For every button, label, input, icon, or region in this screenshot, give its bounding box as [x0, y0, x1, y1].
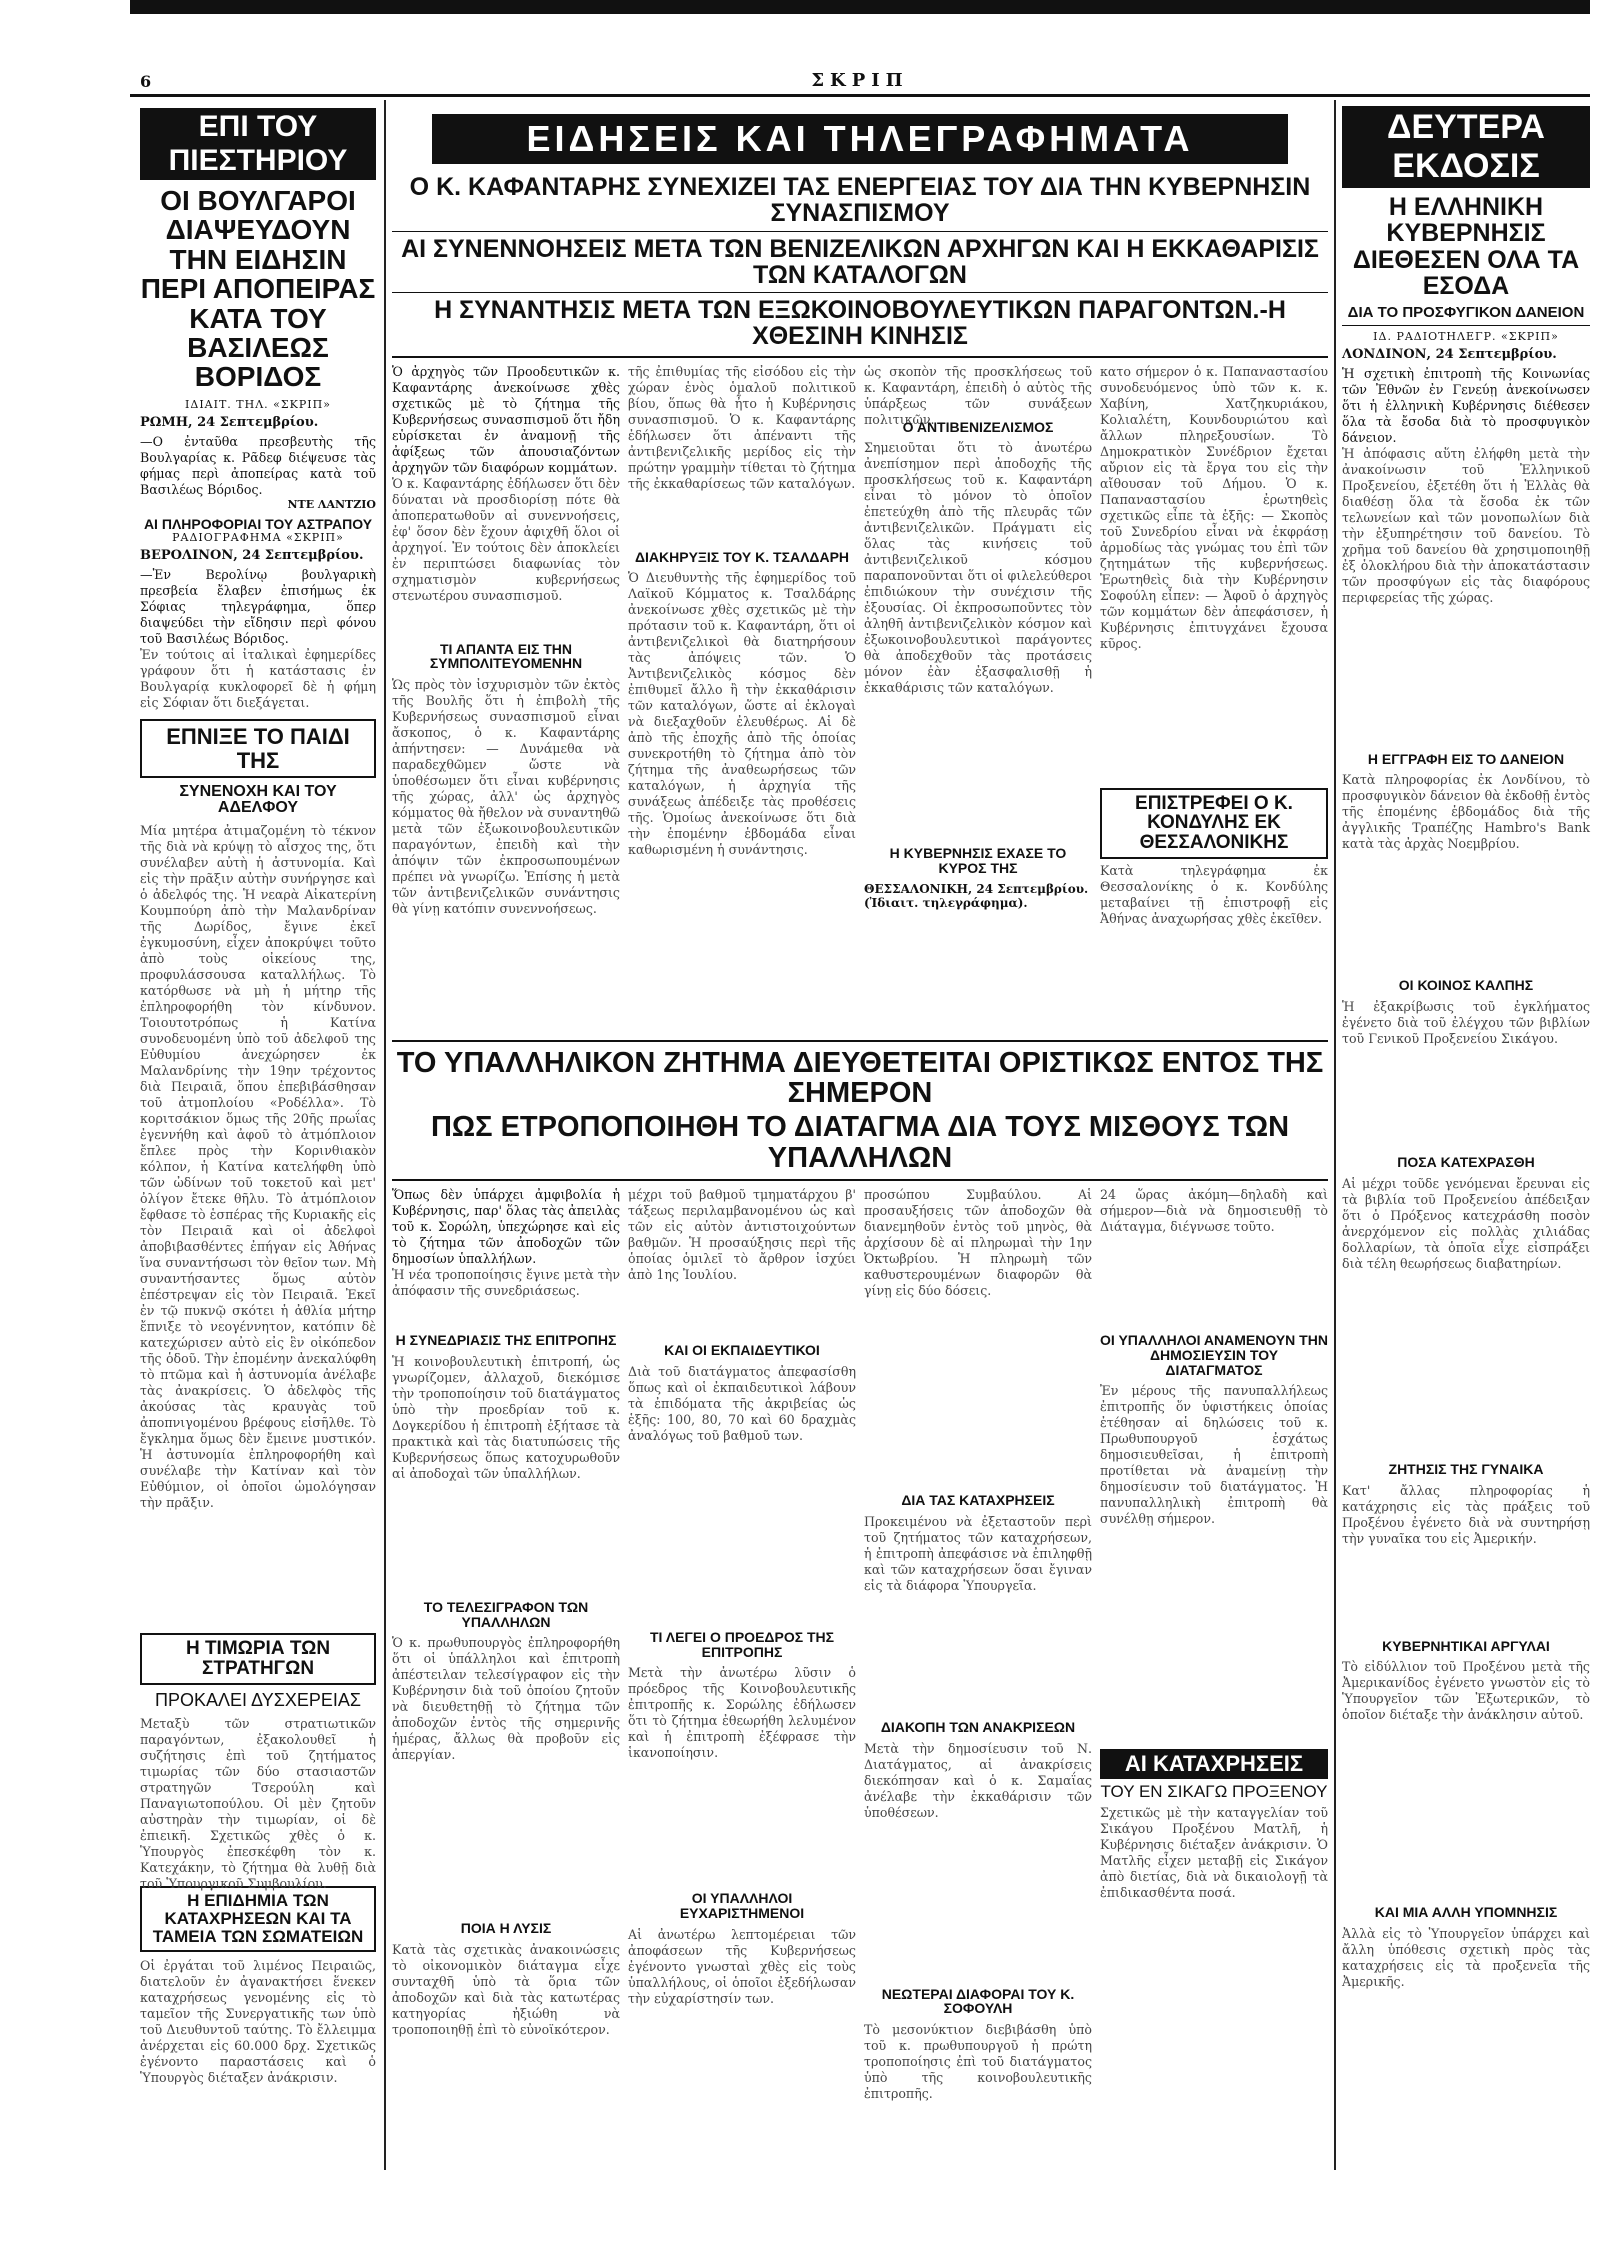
column-rule: [1334, 100, 1336, 2170]
news-column: [864, 364, 1092, 1034]
article-body: Κατ' ἄλλας πληροφορίας ἡ κατάχρησις εἰς τὰς πράξεις τοῦ Προξένου ἐγένετο διὰ νὰ συντηρήσῃ τὴν γυναῖκα του εἰς Ἀμερικήν.: [1342, 1482, 1590, 1546]
headline-box: [140, 719, 376, 777]
subheading: ΚΑΙ ΟΙ ΕΚΠΑΙΔΕΥΤΙΚΟΙ: [664, 1342, 820, 1359]
credit-line: ΙΔΙΑΙΤ. ΤΗΛ. «ΣΚΡΙΠ»: [185, 397, 331, 411]
subheading: Ο ΑΝΤΙΒΕΝΙΖΕΛΙΣΜΟΣ: [902, 418, 1054, 435]
lead-text: Ὁ ἀρχηγὸς τῶν Προοδευτικῶν κ. Καφαντάρης ἀνεκοίνωσε χθὲς σχετικῶς μὲ τὸ ζήτημα τῆς Κυβερνήσεως συνασπισμοῦ ὅτι ἤδη εὑρίσκεται ἐν ἀναμονῇ τῆς ἀφίξεως τῶν ἀπουσιαζόντων ἀρχηγῶν τῶν διαφόρων κομμάτων.: [392, 363, 620, 475]
column-rule: [384, 100, 386, 2170]
divider: [392, 1179, 1328, 1181]
article-body: προσώπου Συμβαύλου. Αἱ προσαυξήσεις τῶν ἀποδοχῶν θὰ διανεμηθοῦν ἐντὸς τοῦ μηνὸς, θὰ ἀρχίσουν δὲ αἱ πληρωμαὶ τὴν 1ην Ὀκτωβρίου. Ἡ πληρωμὴ τῶν καθυστερουμένων διαφορῶν θὰ γίνῃ εἰς δύο δόσεις.: [864, 1187, 1092, 1299]
dateline: ΡΩΜΗ, 24 Σεπτεμβρίου.: [140, 414, 319, 430]
article-body: Ἡ κοινοβουλευτικὴ ἐπιτροπή, ὡς γνωρίζομεν, ἀλλαχοῦ, διεκόμισε τὴν τροποποίησιν τοῦ διατάγματος ὑπὸ τὴν προεδρίαν τοῦ κ. Δογκερίδου ἡ ἐπιτροπὴ ἐξήτασε τὰ πρακτικὰ καὶ τὰς διατυπώσεις τῆς Κυβερνήσεως ὅπως κατοχυρωθοῦν αἱ ἀποδοχαὶ τῶν ὑπαλλήλων.: [392, 1353, 620, 1481]
article-body: Αἱ μέχρι τοῦδε γενόμεναι ἔρευναι εἰς τὰ βιβλία τοῦ Προξενείου ἀπέδειξαν ὅτι ὁ Πρόξενος κατεχράσθη ποσὸν ἀνερχόμενον εἰς πολλὰς χιλιάδας δολλαρίων, τὰ ὁποῖα εἶχε εἰσπράξει διὰ τέλη θεωρήσεως διαβατηρίων.: [1342, 1175, 1590, 1271]
headline: Ο Κ. ΚΑΦΑΝΤΑΡΗΣ ΣΥΝΕΧΙΖΕΙ ΤΑΣ ΕΝΕΡΓΕΙΑΣ ΤΟΥ ΔΙΑ ΤΗΝ ΚΥΒΕΡΝΗΣΙΝ ΣΥΝΑΣΠΙΣΜΟΥ: [409, 173, 1311, 228]
dateline: ΒΕΡΟΛΙΝΟΝ, 24 Σεπτεμβρίου.: [140, 548, 364, 564]
left-column: [140, 100, 376, 2128]
headline: ΠΩΣ ΕΤΡΟΠΟΠΟΙΗΘΗ ΤΟ ΔΙΑΤΑΓΜΑ ΔΙΑ ΤΟΥΣ ΜΙΣΘΟΥΣ ΤΩΝ ΥΠΑΛΛΗΛΩΝ: [430, 1111, 1290, 1174]
section-banner: ΕΙΔΗΣΕΙΣ ΚΑΙ ΤΗΛΕΓΡΑΦΗΜΑΤΑ: [432, 114, 1288, 164]
headline-box: [1100, 788, 1328, 860]
headline-banner: ΑΙ ΚΑΤΑΧΡΗΣΕΙΣ: [1100, 1749, 1328, 1779]
article-body: Ὁ Διευθυντὴς τῆς ἐφημερίδος τοῦ Λαϊκοῦ Κόμματος κ. Τσαλδάρης ἀνεκοίνωσε χθὲς σχετικῶς μὲ τὴν πρότασιν τοῦ κ. Καφαντάρη, ὅτι οἱ ἀντιβενιζελικοὶ θὰ διατηρήσουν τὰς ἀπόψεις τῶν. Ὁ Ἀντιβενιζελικὸς κόσμος δὲν ἐπιθυμεῖ ἄλλο ἢ τὴν ἐκκαθάρισιν τῶν καταλόγων, ὥστε αἱ ἐκλογαὶ νὰ διεξαχθοῦν ἐλευθέρως. Αἱ δὲ ἀπὸ τῆς ἐποχῆς ἀπὸ τῆς ὁποίας συνεκροτήθη τὸ ζήτημα ἀπὸ τὸν ζήτημα τῆς ἀναθεωρήσεως τῶν καταλόγων, ἡ ἀρχηγία τῆς συνάξεως ἀπέδειξε τὰς προθέσεις τῆς. Ὁμοίως ἀνεκοίνωσε ὅτι διὰ τὴν ἑπομένην ἑβδομάδα εἶναι καθωρισμένη ἡ συνάντησις.: [628, 570, 856, 858]
headline: Η ΕΠΙΔΗΜΙΑ ΤΩΝ ΚΑΤΑΧΡΗΣΕΩΝ ΚΑΙ ΤΑ ΤΑΜΕΙΑ ΤΩΝ ΣΩΜΑΤΕΙΩΝ: [152, 1890, 364, 1946]
news-column: [628, 1187, 856, 2217]
headline: ΑΙ ΣΥΝΕΝΝΟΗΣΕΙΣ ΜΕΤΑ ΤΩΝ ΒΕΝΙΖΕΛΙΚΩΝ ΑΡΧΗΓΩΝ ΚΑΙ Η ΕΚΚΑΘΑΡΙΣΙΣ ΤΩΝ ΚΑΤΑΛΟΓΩΝ: [401, 234, 1319, 289]
headline: Η ΤΙΜΩΡΙΑ ΤΩΝ ΣΤΡΑΤΗΓΩΝ: [185, 1638, 331, 1680]
subheading: ΤΟΥ ΕΝ ΣΙΚΑΓΩ ΠΡΟΞΕΝΟΥ: [1100, 1782, 1328, 1802]
article-body: Σημειοῦται ὅτι τὸ ἀνωτέρω ἀνεπίσημον περὶ ἀποδοχῆς τῆς προσκλήσεως τοῦ κ. Καφαντάρη εἶναι τὸ μόνον τὸ ὁποῖον ἐπετεύχθη ἀπὸ τῆς πλευρᾶς τῶν ἀντιβενιζελικῶν. Πράγματι εἰς ὅλας τὰς κινήσεις τοῦ ἀντιβενιζελικοῦ κόσμου παραπονοῦνται ὅτι οἱ φιλελεύθεροι ἐπιδιώκουν τὴν συνέχισιν τῆς ἐξουσίας. Οἱ ἐκπροσωποῦντες τὸν ἀληθῆ ἀντιβενιζελικὸν κόσμον καὶ ἐξωκοινοβουλευτικοὶ παράγοντες θὰ ἀποδεχθοῦν τὰς προτάσεις μόνον ἐὰν ἐξασφαλισθῇ ἡ ἐκκαθάρισις τῶν καταλόγων.: [864, 440, 1092, 696]
headline: Η ΣΥΝΑΝΤΗΣΙΣ ΜΕΤΑ ΤΩΝ ΕΞΩΚΟΙΝΟΒΟΥΛΕΥΤΙΚΩΝ ΠΑΡΑΓΟΝΤΩΝ.-Η ΧΘΕΣΙΝΗ ΚΙΝΗΣΙΣ: [434, 296, 1286, 351]
article-text: Ἡ σχετικὴ ἐπιτροπὴ τῆς Κοινωνίας τῶν Ἐθνῶν ἐν Γενεύῃ ἀνεκοίνωσεν ὅτι ἡ ἑλληνικὴ Κυβέρνησις διέθεσεν ὅλα τὰ ἔσοδα διὰ τὸ προσφυγικὸν δάνειον.: [1342, 365, 1590, 445]
article-body: Μετὰ τὴν ἀνωτέρω λῦσιν ὁ πρόεδρος τῆς Κοινοβουλευτικῆς ἐπιτροπῆς κ. Σορώλης ἐδήλωσεν ὅτι τὸ ζήτημα ἐθεωρήθη λελυμένον καὶ ἡ ἐπιτροπὴ ἐξέφρασε τὴν ἱκανοποίησιν.: [628, 1665, 856, 1761]
headline-box: [140, 1886, 376, 1952]
divider: [1342, 325, 1590, 326]
dateline: ΛΟΝΔΙΝΟΝ, 24 Σεπτεμβρίου.: [1342, 346, 1557, 362]
subheading: ΟΙ ΚΟΙΝΟΣ ΚΑΛΠΗΣ: [1398, 977, 1534, 994]
article-text: —Ο ἐνταῦθα πρεσβευτὴς τῆς Βουλγαρίας κ. Ρᾶδεφ διέψευσε τὰς φήμας περὶ ἀποπείρας κατὰ τοῦ Βασιλέως Βόριδος.: [140, 433, 376, 497]
article-body: Τὸ μεσονύκτιον διεβιβάσθη ὑπὸ τοῦ κ. πρωθυπουργοῦ ἡ πρώτη τροποποίησις ἐπὶ τοῦ διατάγματος ὑπὸ τῆς κοινοβουλευτικῆς ἐπιτροπῆς.: [864, 2022, 1092, 2101]
subheading: ΔΙΑΚΗΡΥΞΙΣ ΤΟΥ Κ. ΤΣΑΛΔΑΡΗ: [634, 548, 850, 565]
subheading: Η ΚΥΒΕΡΝΗΣΙΣ ΕΧΑΣΕ ΤΟ ΚΥΡΟΣ ΤΗΣ: [889, 845, 1067, 876]
news-column: [864, 1187, 1092, 2217]
subheading: ΠΟΙΑ Η ΛΥΣΙΣ: [460, 1920, 552, 1937]
page-number: 6: [140, 72, 152, 91]
article-body: Προκειμένου νὰ ἐξεταστοῦν περὶ τοῦ ζητήματος τῶν καταχρήσεων, ἡ ἐπιτροπὴ ἀπεφάσισε νὰ ἐπιληφθῇ καὶ τῶν καταχρήσεων ὅσαι ἔγιναν εἰς τὰ διάφορα Ὑπουργεῖα.: [864, 1513, 1092, 1593]
article-body: Ἐν μέρους τῆς πανυπαλλήλεως ἐπιτροπῆς ὅν ὑφιστήκεις ὁποίας ἐτέθησαν αἱ δηλώσεις τοῦ κ. Πρωθυπουργοῦ ἐσχάτως δημοσιευθεῖσαι, ἡ ἐπιτροπὴ προτίθεται νὰ ἀναμείνῃ τὴν δημοσίευσιν τοῦ διατάγματος. Ἡ πανυπαλληλικὴ ἐπιτροπὴ θὰ συνέλθῃ σήμερον.: [1100, 1383, 1328, 1527]
article-body: Ὁ κ. Καφαντάρης ἐδήλωσεν ὅτι δὲν δύναται νὰ προσδιορίσῃ πότε θὰ ἀποπερατωθοῦν αἱ συνεννοήσεις, ἐφ' ὅσον δὲν ἔχουν ἀφιχθῆ ὅλοι οἱ ἀρχηγοί. Ἐν τούτοις δὲν ἀποκλείει ἐν περιπτώσει διαφωνίας τὸν σχηματισμὸν κυβερνήσεως στενωτέρου συνασπισμοῦ.: [392, 475, 620, 603]
headline: ΕΠΙΣΤΡΕΦΕΙ Ο Κ. ΚΟΝΔΥΛΗΣ ΕΚ ΘΕΣΣΑΛΟΝΙΚΗΣ: [1135, 792, 1293, 854]
article-body: μέχρι τοῦ βαθμοῦ τμηματάρχου β' τάξεως περιλαμβανομένου ὡς καὶ τῶν εἰς αὐτὸν ἀντιστοιχούντων βαθμῶν. Ἡ προσαύξησις περὶ τῆς ὁποίας ὁμιλεῖ τὸ ἄρθρον ἰσχύει ἀπὸ 1ης Ἰουλίου.: [628, 1187, 856, 1283]
subheading: Η ΕΓΓΡΑΦΗ ΕΙΣ ΤΟ ΔΑΝΕΙΟΝ: [1367, 750, 1565, 767]
subheading: ΟΙ ΥΠΑΛΛΗΛΟΙ ΑΝΑΜΕΝΟΥΝ ΤΗΝ ΔΗΜΟΣΙΕΥΣΙΝ ΤΟΥ ΔΙΑΤΑΓΜΑΤΟΣ: [1100, 1332, 1328, 1378]
article-body: Ἀλλὰ εἰς τὸ Ὑπουργεῖον ὑπάρχει καὶ ἄλλη ὑπόθεσις σχετικὴ πρὸς τὰς καταχρήσεις εἰς τὰ προξενεῖα τῆς Ἀμερικῆς.: [1342, 1925, 1590, 1989]
subheading: ΔΙΑΚΟΠΗ ΤΩΝ ΑΝΑΚΡΙΣΕΩΝ: [880, 1718, 1076, 1735]
credit-line: ΡΑΔΙΟΓΡΑΦΗΜΑ «ΣΚΡΙΠ»: [172, 531, 344, 545]
subheading: ΔΙΑ ΤΑΣ ΚΑΤΑΧΡΗΣΕΙΣ: [901, 1492, 1055, 1509]
article-body: Σχετικῶς μὲ τὴν καταγγελίαν τοῦ Σικάγου Προξένου Ματλῆ, ἡ Κυβέρνησις διέταξεν ἀνάκρισιν. Ὁ Ματλῆς εἶχεν μεταβῇ εἰς Σικάγον ἀπὸ διετίας, διὰ νὰ δικαιολογῇ τὰ ἐπιδικασθέντα ποσά.: [1100, 1805, 1328, 1901]
article-body: Ὡς πρὸς τὸν ἰσχυρισμὸν τῶν ἐκτὸς τῆς Βουλῆς ὅτι ἡ ἐπιβολὴ τῆς Κυβερνήσεως συνασπισμοῦ εἶναι ἄσκοπος, ὁ κ. Καφαντάρης ἀπήντησεν: — Δυνάμεθα νὰ παραδεχθῶμεν ὥστε νὰ ὑποθέσωμεν ὅτι εἶναι κυβέρνησις τῆς χώρας, ἀλλ' ὡς ἀρχηγὸς κόμματος θὰ ἤθελον νὰ συναντηθῶ μετὰ τῶν ἐξωκοινοβουλευτικῶν παραγόντων, ἐπειδὴ καὶ τὴν ἀπόψιν τῶν ἐκπροσωπουμένων πρέπει νὰ γνωρίζω. Ἐπίσης ἡ μετὰ τῶν ἀντιβενιζελικῶν συνάντησις θὰ γίνῃ κατόπιν συνεννοήσεως.: [392, 676, 620, 916]
article-body: Τὸ εἰδύλλιον τοῦ Προξένου μετὰ τῆς Ἀμερικανίδος ἐγένετο γνωστὸν εἰς τὸ Ὑπουργεῖον τῶν Ἐξωτερικῶν, τὸ ὁποῖον διέταξε τὴν ἀνάκλησιν αὐτοῦ.: [1342, 1659, 1590, 1723]
article-body: τῆς ἐπιθυμίας τῆς εἰσόδου εἰς τὴν χώραν ἑνὸς ὁμαλοῦ πολιτικοῦ βίου, ὅπως θὰ ἦτο ἡ Κυβέρνησις συνασπισμοῦ. Ὁ κ. Καφαντάρης ἐδήλωσεν ὅτι ἀπέναντι τῆς ἀντιβενιζελικῆς μερίδος εἰς τὴν πρώτην γραμμὴν τίθεται τὸ ζήτημα τῆς ἐκκαθαρίσεως τῶν καταλόγων.: [628, 363, 856, 491]
article-body: Διὰ τοῦ διατάγματος ἀπεφασίσθη ὅπως καὶ οἱ ἐκπαιδευτικοὶ λάβουν τὰ ἐπιδόματα τῆς ἀκριβείας ὡς ἑξῆς: 100, 80, 70 καὶ 60 δραχμὰς ἀναλόγως τοῦ βαθμοῦ των.: [628, 1363, 856, 1443]
subheading: ΣΥΝΕΝΟΧΗ ΚΑΙ ΤΟΥ ΑΔΕΛΦΟΥ: [179, 782, 337, 817]
section-banner: ΔΕΥΤΕΡΑ ΕΚΔΟΣΙΣ: [1342, 106, 1590, 188]
news-column: [1100, 1187, 1328, 2217]
subheading: ΟΙ ΥΠΑΛΛΗΛΟΙ ΕΥΧΑΡΙΣΤΗΜΕΝΟΙ: [679, 1890, 805, 1921]
article-body: 24 ὥρας ἀκόμη—δηλαδὴ καὶ σήμερον—διὰ νὰ δημοσιευθῇ τὸ Διάταγμα, διέγνωσε τοῦτο.: [1100, 1187, 1328, 1235]
divider: [392, 292, 1328, 293]
signature: ΝΤΕ ΛΑΝΤΖΙΟ: [287, 497, 376, 511]
subheading: ΚΥΒΕΡΝΗΤΙΚΑΙ ΑΡΓΥΛΑΙ: [1382, 1637, 1550, 1654]
page-folio: [130, 72, 1590, 97]
subheading: ΖΗΤΗΣΙΣ ΤΗΣ ΓΥΝΑΙΚΑ: [1388, 1460, 1544, 1477]
subheading: ΑΙ ΠΛΗΡΟΦΟΡΙΑΙ ΤΟΥ ΑΣΤΡΑΠΟΥ: [143, 515, 373, 532]
article-body: Ἡ ἀπόφασις αὕτη ἐλήφθη μετὰ τὴν ἀνακοίνωσιν τοῦ Ἐλληνικοῦ Προξενείου, ἐξετέθη ὅτι ἡ Ἑλλὰς θὰ διαθέσῃ ὅλα τὰ ἔσοδα ἐκ τῶν τελωνείων καὶ τῶν μονοπωλίων διὰ τὴν ἐξυπηρέτησιν τοῦ δανείου. Τὸ χρῆμα τοῦ δανείου θὰ χρησιμοποιηθῇ ἐξ ὁλοκλήρου διὰ τὴν ἀποκατάστασιν τῶν προσφύγων εἰς τὰς διαφόρους περιφερείας τῆς χώρας.: [1342, 445, 1590, 605]
subheading: Η ΣΥΝΕΔΡΙΑΣΙΣ ΤΗΣ ΕΠΙΤΡΟΠΗΣ: [395, 1332, 617, 1349]
top-edge-bar: [130, 0, 1590, 14]
article-body: ὡς σκοπὸν τῆς προσκλήσεως τοῦ κ. Καφαντάρη, ἐπειδὴ ὁ αὐτὸς τῆς ὑπάρξεως τῶν συνάξεων πολιτικῶν.: [864, 363, 1092, 427]
headline: ΤΟ ΥΠΑΛΛΗΛΙΚΟΝ ΖΗΤΗΜΑ ΔΙΕΥΘΕΤΕΙΤΑΙ ΟΡΙΣΤΙΚΩΣ ΕΝΤΟΣ ΤΗΣ ΣΗΜΕΡΟΝ: [396, 1046, 1324, 1109]
news-column: [628, 364, 856, 1034]
headline: ΕΠΝΙΞΕ ΤΟ ΠΑΙΔΙ ΤΗΣ: [166, 724, 350, 773]
article-body: Κατὰ πληροφορίας ἐκ Λονδίνου, τὸ προσφυγικὸν δάνειον θὰ ἐκδοθῇ ἐντὸς τῆς ἑπομένης ἑβδομάδος διὰ τῆς ἀγγλικῆς Τραπέζης Hambro's Bank κατὰ τὰς ἀρχὰς Νοεμβρίου.: [1342, 772, 1590, 852]
article-body: Μετὰ τὴν δημοσίευσιν τοῦ Ν. Διατάγματος, αἱ ἀνακρίσεις διεκόπησαν καὶ ὁ κ. Σαμαΐας ἀνέλαβε τὴν ἐκκαθάρισιν τῶν ὑποθέσεων.: [864, 1740, 1092, 1820]
article-body: κατο σήμερον ὁ κ. Παπαναστασίου συνοδευόμενος ὑπὸ τῶν κ. κ. Χαβίνη, Χατζηκυριάκου, Κολιαλέτη, Κουνδουριώτου καὶ ἄλλων πληρεξουσίων. Τὸ Δημοκρατικὸν Συνέδριον ἔχεται αὔριον εἰς τὰ ἔργα του εἰς τὴν αἴθουσαν τοῦ Δήμου. Ὁ κ. Παπαναστασίου ἐρωτηθεὶς σχετικῶς εἶπε τὰ ἑξῆς: — Σκοπὸς τοῦ Συνεδρίου εἶναι νὰ ἐκφράσῃ ἀρμοδίως τὰς γνώμας του ἐπὶ τῶν ζητημάτων τῆς κυβερνήσεως. Ἐρωτηθεὶς διὰ τὴν Κυβέρνησιν Σοφούλη εἶπεν: — Ἀφοῦ ὁ ἀρχηγὸς τῶν κομμάτων δὲν ἀπεφάσισεν, ἡ Κυβέρνησις ἐπιτυγχάνει ἔχουσα κῦρος.: [1100, 363, 1328, 651]
subheading: ΝΕΩΤΕΡΑΙ ΔΙΑΦΟΡΑΙ ΤΟΥ Κ. ΣΟΦΟΥΛΗ: [881, 1985, 1075, 2017]
article-body: Οἱ ἐργάται τοῦ λιμένος Πειραιῶς, διατελοῦν ἐν ἀγανακτήσει ἕνεκεν καταχρήσεως γενομένης εἰς τὸ ταμεῖον τῆς Συνεργατικῆς των ὑπὸ τοῦ Διευθυντοῦ ταύτης. Τὸ ἔλλειμμα ἀνέρχεται εἰς 60.000 δρχ. Σχετικῶς ἐγένοντο παραστάσεις καὶ ὁ Ὑπουργὸς διέταξεν ἀνάκρισιν.: [140, 1957, 376, 2085]
article-body: Κατὰ τὰς σχετικὰς ἀνακοινώσεις τὸ οἰκονομικὸν διάταγμα εἶχε συνταχθῆ ὑπὸ τὰ ὅρια τῶν ἀποδοχῶν καὶ διὰ τὰς κατωτέρας κατηγορίας ἠξιώθη νὰ τροποποιηθῇ ἐπὶ τὸ εὐνοϊκότερον.: [392, 1942, 620, 2037]
article-body: Ἡ νέα τροποποίησις ἔγινε μετὰ τὴν ἀπόφασιν τῆς συνεδριάσεως.: [392, 1267, 620, 1299]
lead-text: Ὅπως δὲν ὑπάρχει ἀμφιβολία ἡ Κυβέρνησις, παρ' ὅλας τὰς ἀπειλὰς τοῦ κ. Σορώλη, ὑπεχώρησε καὶ εἰς τὸ ζήτημα τῶν ἀποδοχῶν τῶν δημοσίων ὑπαλλήλων.: [392, 1187, 620, 1267]
article-body: Μεταξὺ τῶν στρατιωτικῶν παραγόντων, ἐξακολουθεῖ ἡ συζήτησις ἐπὶ τοῦ ζητήματος τιμωρίας τῶν δύο στασιαστῶν στρατηγῶν Τσερούλη καὶ Παναγιωτοπούλου. Οἱ μὲν ζητοῦν αὐστηρὰν τὴν τιμωρίαν, οἱ δὲ ἐπιεικῆ. Σχετικῶς χθὲς ὁ κ. Ὑπουργὸς ἐπεσκέφθη τὸν κ. Κατεχάκην, τὸ ζήτημα θὰ λυθῇ διὰ τοῦ Ὑπουργικοῦ Συμβουλίου.: [140, 1715, 376, 1891]
divider: [392, 231, 1328, 232]
subheading: ΠΡΟΚΑΛΕΙ ΔΥΣΧΕΡΕΙΑΣ: [154, 1690, 362, 1711]
center-block: [392, 100, 1328, 2217]
headline: ΟΙ ΒΟΥΛΓΑΡΟΙ ΔΙΑΨΕΥΔΟΥΝ ΤΗΝ ΕΙΔΗΣΙΝ ΠΕΡΙ ΑΠΟΠΕΙΡΑΣ ΚΑΤΑ ΤΟΥ ΒΑΣΙΛΕΩΣ ΒΟΡΙΔΟΣ: [140, 185, 376, 393]
news-columns: [392, 364, 1328, 1034]
subheading: ΤΙ ΑΠΑΝΤΑ ΕΙΣ ΤΗΝ ΣΥΜΠΟΛΙΤΕΥΟΜΕΝΗΝ: [429, 640, 583, 672]
article-body: Αἱ ἀνωτέρω λεπτομέρειαι τῶν ἀποφάσεων τῆς Κυβερνήσεως ἐγένοντο γνωσταὶ χθὲς εἰς τοὺς ὑπαλλήλους, οἱ ὁποῖοι ἐξεδήλωσαν τὴν εὐχαρίστησίν των.: [628, 1926, 856, 2006]
section-banner: ΕΠΙ ΤΟΥ ΠΙΕΣΤΗΡΙΟΥ: [140, 108, 376, 180]
divider: [392, 356, 1328, 358]
headline-box: [140, 1633, 376, 1685]
subheading: ΤΟ ΤΕΛΕΣΙΓΡΑΦΟΝ ΤΩΝ ΥΠΑΛΛΗΛΩΝ: [423, 1598, 589, 1630]
subheading: ΚΑΙ ΜΙΑ ΑΛΛΗ ΥΠΟΜΝΗΣΙΣ: [1374, 1904, 1558, 1921]
paper-name: ΣΚΡΙΠ: [811, 70, 909, 91]
article-body: Μία μητέρα ἀτιμαζομένη τὸ τέκνον τῆς διὰ νὰ κρύψῃ τὸ αἶσχος της, ὅτι συνέλαβεν αὐτὴ ἡ ἀστυνομία. Καὶ εἰς τὴν πρᾶξιν αὐτὴν συνήργησε καὶ ὁ ἀδελφός της. Ἡ νεαρὰ Αἰκατερίνη Κουμπούρη ἀπὸ τὴν Μαλανδρίναν τῆς Δωρίδος, ἔγινε ἐκεῖ ἐγκυμοσύνη, εἶχεν ἀποκρύψει τοῦτο ἀπὸ τοὺς οἰκείους της, προφυλάσσουσα καταλλήλως. Τὸ κατόρθωσε νὰ μὴ ἡ μήτηρ τῆς ἐπληροφορήθη τὸν κίνδυνον. Τοιουτοτρόπως ἡ Κατίνα συνοδευομένη ὑπὸ τοῦ ἀδελφοῦ της Εὐθυμίου ἀνεχώρησεν ἐκ Μαλανδρίνης τὴν 19ην τρέχοντος διὰ Πειραιᾶ, ὅπου ἐπεβιβάσθησαν τοῦ ἀτμοπλοίου «Ροδέλλα». Τὸ κοριτσάκιον ὅμως τῆς 20ῆς πρωΐας ἐγεννήθη καὶ ἀφοῦ τὸ ἀτμόπλοιον ἔπλεε πρὸς τὴν Κορινθιακὸν κόλπον, ἡ Κατίνα κατελήφθη ὑπὸ τῶν ὠδίνων τοῦ τοκετοῦ καὶ μετ' ὀλίγον ἔτεκε θῆλυ. Τὸ ἀτμόπλοιον ἔφθασε τὸ ἑσπέρας τῆς Κυριακῆς εἰς τὸν Πειραιᾶ καὶ οἱ ἀδελφοὶ ἀποβιβασθέντες ἐπήγαν εἰς Ἀθήνας ἵνα συναντήσωσι τὸν θεῖον των. Μὴ συναντήσαντες ὅμως αὐτὸν ἐπέστρεψαν εἰς τὸν Πειραιᾶ. Ἐκεῖ ἐν τῷ πυκνῷ σκότει ἡ ἀθλία μήτηρ ἔπνιξε τὸ νεογέννητον, κατόπιν δὲ κατεχώρισεν αὐτὸ εἰς ἓν οἰκόπεδον τῆς ὁδοῦ. Τὴν ἐπομένην ἀνεκαλύφθη τὸ πτῶμα καὶ ἡ ἀστυνομία ἀνέλαβε τὰς ἀνακρίσεις. Ὁ ἀδελφὸς τῆς ἀκούσας τὰς κραυγὰς τοῦ ἀποπνιγομένου βρέφους εἰσῆλθε. Τὸ ἔγκλημα ὅμως δὲν ἔμεινε μυστικόν. Ἡ ἀστυνομία ἐπληροφορήθη καὶ συνέλαβε τὴν Κατίναν καὶ τὸν Εὐθύμιον, οἱ ὁποῖοι ὡμολόγησαν τὴν πρᾶξιν.: [140, 823, 376, 1511]
subheading: ΠΟΣΑ ΚΑΤΕΧΡΑΣΘΗ: [1397, 1154, 1535, 1171]
article-body: Ἐν τούτοις αἱ ἰταλικαὶ ἐφημερίδες γράφουν ὅτι ἡ κατάστασις ἐν Βουλγαρίᾳ κυκλοφορεῖ δὲ ἡ φήμη εἰς Σόφιαν ὅτι διεξάγεται.: [140, 647, 376, 711]
headline: Η ΕΛΛΗΝΙΚΗ ΚΥΒΕΡΝΗΣΙΣ ΔΙΕΘΕΣΕΝ ΟΛΑ ΤΑ ΕΣΟΔΑ: [1352, 193, 1580, 300]
article-body: Κατὰ τηλεγράφημα ἐκ Θεσσαλονίκης ὁ κ. Κονδύλης μεταβαίνει τῇ ἐπιστροφῇ εἰς Ἀθήνας ἀναχωρήσας χθὲς ἐκεῖθεν.: [1100, 863, 1328, 927]
news-column: [392, 1187, 620, 2217]
article-body: Ἡ ἐξακρίβωσις τοῦ ἐγκλήματος ἐγένετο διὰ τοῦ ἐλέγχου τῶν βιβλίων τοῦ Γενικοῦ Προξενείου Σικάγου.: [1342, 999, 1590, 1047]
news-columns: [392, 1187, 1328, 2217]
news-column: [392, 364, 620, 1034]
article-text: —Ἐν Βερολίνῳ βουλγαρικὴ πρεσβεία ἔλαβεν ἐπισήμως ἐκ Σόφιας τηλεγράφημα, ὅπερ διαψεύδει τὴν εἴδησιν περὶ φόνου τοῦ Βασιλέως Βόριδος.: [140, 567, 376, 647]
article-body: Ὁ κ. πρωθυπουργὸς ἐπληροφορήθη ὅτι οἱ ὑπάλληλοι καὶ ἐπιτροπὴ ἀπέστειλαν τελεσίγραφον εἰς τὴν Κυβέρνησιν διὰ τοῦ ὁποίου ζητοῦν νὰ διευθετηθῇ τὸ ζήτημα τῶν ἀποδοχῶν ἐντὸς τῆς σημερινῆς ἡμέρας, ἄλλως θὰ προβοῦν εἰς ἀπεργίαν.: [392, 1635, 620, 1763]
credit-line: ΙΔ. ΡΑΔΙΟΤΗΛΕΓΡ. «ΣΚΡΙΠ»: [1373, 329, 1559, 343]
dateline: ΘΕΣΣΑΛΟΝΙΚΗ, 24 Σεπτεμβρίου. (Ἰδιαιτ. τηλεγράφημα).: [864, 881, 1089, 910]
subheading: ΤΙ ΛΕΓΕΙ Ο ΠΡΟΕΔΡΟΣ ΤΗΣ ΕΠΙΤΡΟΠΗΣ: [649, 1628, 835, 1660]
news-column: [1100, 364, 1328, 1034]
right-column: [1342, 100, 1590, 2046]
subheading: ΔΙΑ ΤΟ ΠΡΟΣΦΥΓΙΚΟΝ ΔΑΝΕΙΟΝ: [1347, 304, 1585, 321]
